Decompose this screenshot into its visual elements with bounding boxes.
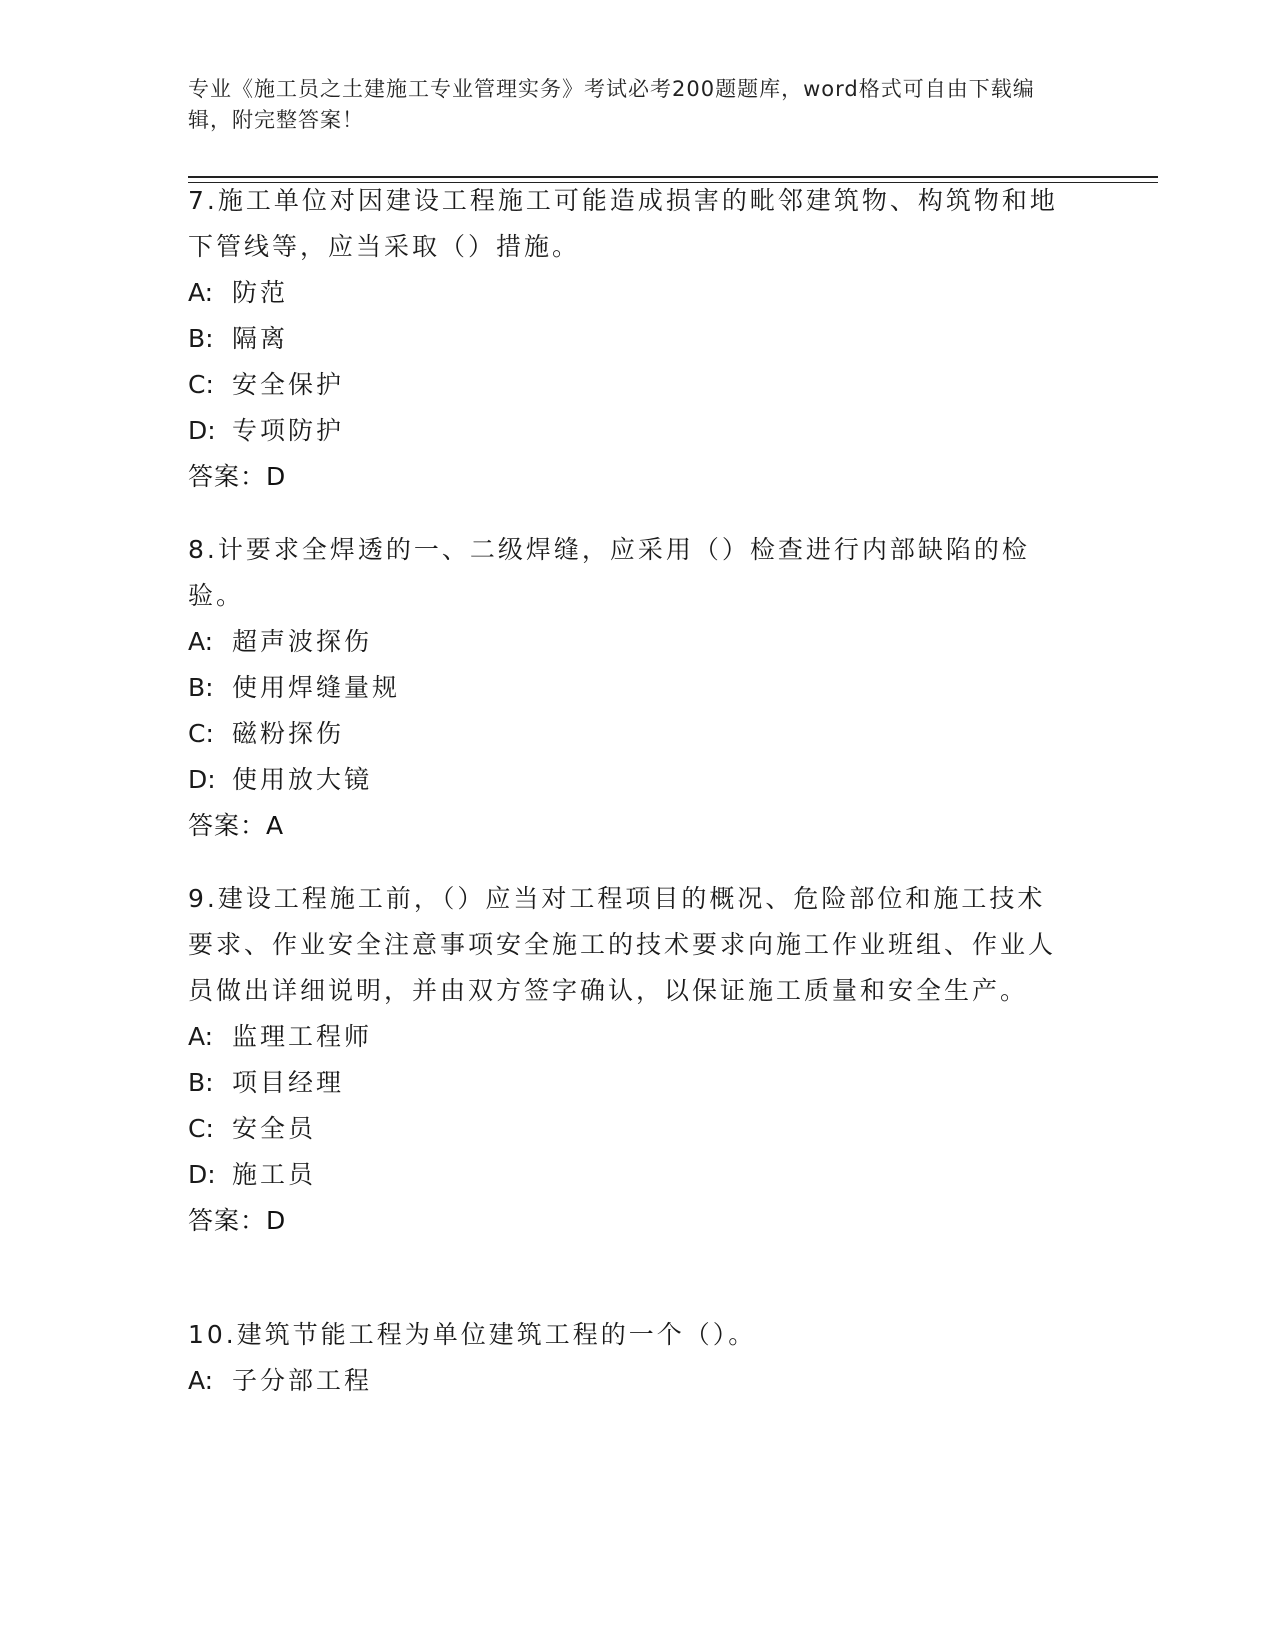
question-stem: 10.建筑节能工程为单位建筑工程的一个（）。 xyxy=(188,1320,757,1349)
answer: 答案：A xyxy=(188,811,285,840)
option-letter: C: xyxy=(188,719,214,748)
option-text: 磁粉探伤 xyxy=(232,719,345,748)
option-letter: C: xyxy=(188,1114,214,1143)
question-stem: 8.计要求全焊透的一、二级焊缝，应采用（）检查进行内部缺陷的检验。 xyxy=(188,535,1030,610)
option-text: 子分部工程 xyxy=(232,1366,373,1395)
option-text: 超声波探伤 xyxy=(232,627,373,656)
document-header: 专业《施工员之土建施工专业管理实务》考试必考200题题库，word格式可自由下载编辑，附完整答案！ xyxy=(188,77,1035,132)
option-c xyxy=(188,1106,1068,1152)
question-stem: 7.施工单位对因建设工程施工可能造成损害的毗邻建筑物、构筑物和地下管线等，应当采取（）措施。 xyxy=(188,186,1058,261)
option-d xyxy=(188,757,1068,803)
option-text: 隔离 xyxy=(232,324,289,353)
option-text: 专项防护 xyxy=(232,416,345,445)
question-7 xyxy=(188,178,1068,500)
option-text: 施工员 xyxy=(232,1160,317,1189)
option-text: 安全保护 xyxy=(232,370,345,399)
option-letter: B: xyxy=(188,673,214,702)
option-letter: D: xyxy=(188,1160,216,1189)
option-b xyxy=(188,665,1068,711)
option-a xyxy=(188,270,1068,316)
option-letter: A: xyxy=(188,1366,214,1395)
question-8 xyxy=(188,527,1068,849)
question-stem: 9.建设工程施工前，（）应当对工程项目的概况、危险部位和施工技术要求、作业安全注意事项安全施工的技术要求向施工作业班组、作业人员做出详细说明，并由双方签字确认，以保证施工质量和安全生产。 xyxy=(188,884,1057,1005)
option-d xyxy=(188,408,1068,454)
option-c xyxy=(188,711,1068,757)
option-a xyxy=(188,1014,1068,1060)
option-c xyxy=(188,362,1068,408)
question-9 xyxy=(188,876,1068,1244)
option-text: 安全员 xyxy=(232,1114,317,1143)
option-letter: A: xyxy=(188,278,214,307)
option-letter: B: xyxy=(188,1068,214,1097)
option-letter: B: xyxy=(188,324,214,353)
question-10 xyxy=(188,1312,1068,1404)
answer: 答案：D xyxy=(188,462,287,491)
option-letter: A: xyxy=(188,1022,214,1051)
option-a xyxy=(188,619,1068,665)
option-b xyxy=(188,1060,1068,1106)
option-letter: D: xyxy=(188,765,216,794)
answer: 答案：D xyxy=(188,1206,287,1235)
option-text: 使用放大镜 xyxy=(232,765,373,794)
option-text: 监理工程师 xyxy=(232,1022,373,1051)
option-letter: A: xyxy=(188,627,214,656)
option-letter: C: xyxy=(188,370,214,399)
option-text: 使用焊缝量规 xyxy=(232,673,401,702)
option-text: 项目经理 xyxy=(232,1068,345,1097)
option-text: 防范 xyxy=(232,278,289,307)
option-d xyxy=(188,1152,1068,1198)
option-b xyxy=(188,316,1068,362)
option-letter: D: xyxy=(188,416,216,445)
option-a xyxy=(188,1358,1068,1404)
